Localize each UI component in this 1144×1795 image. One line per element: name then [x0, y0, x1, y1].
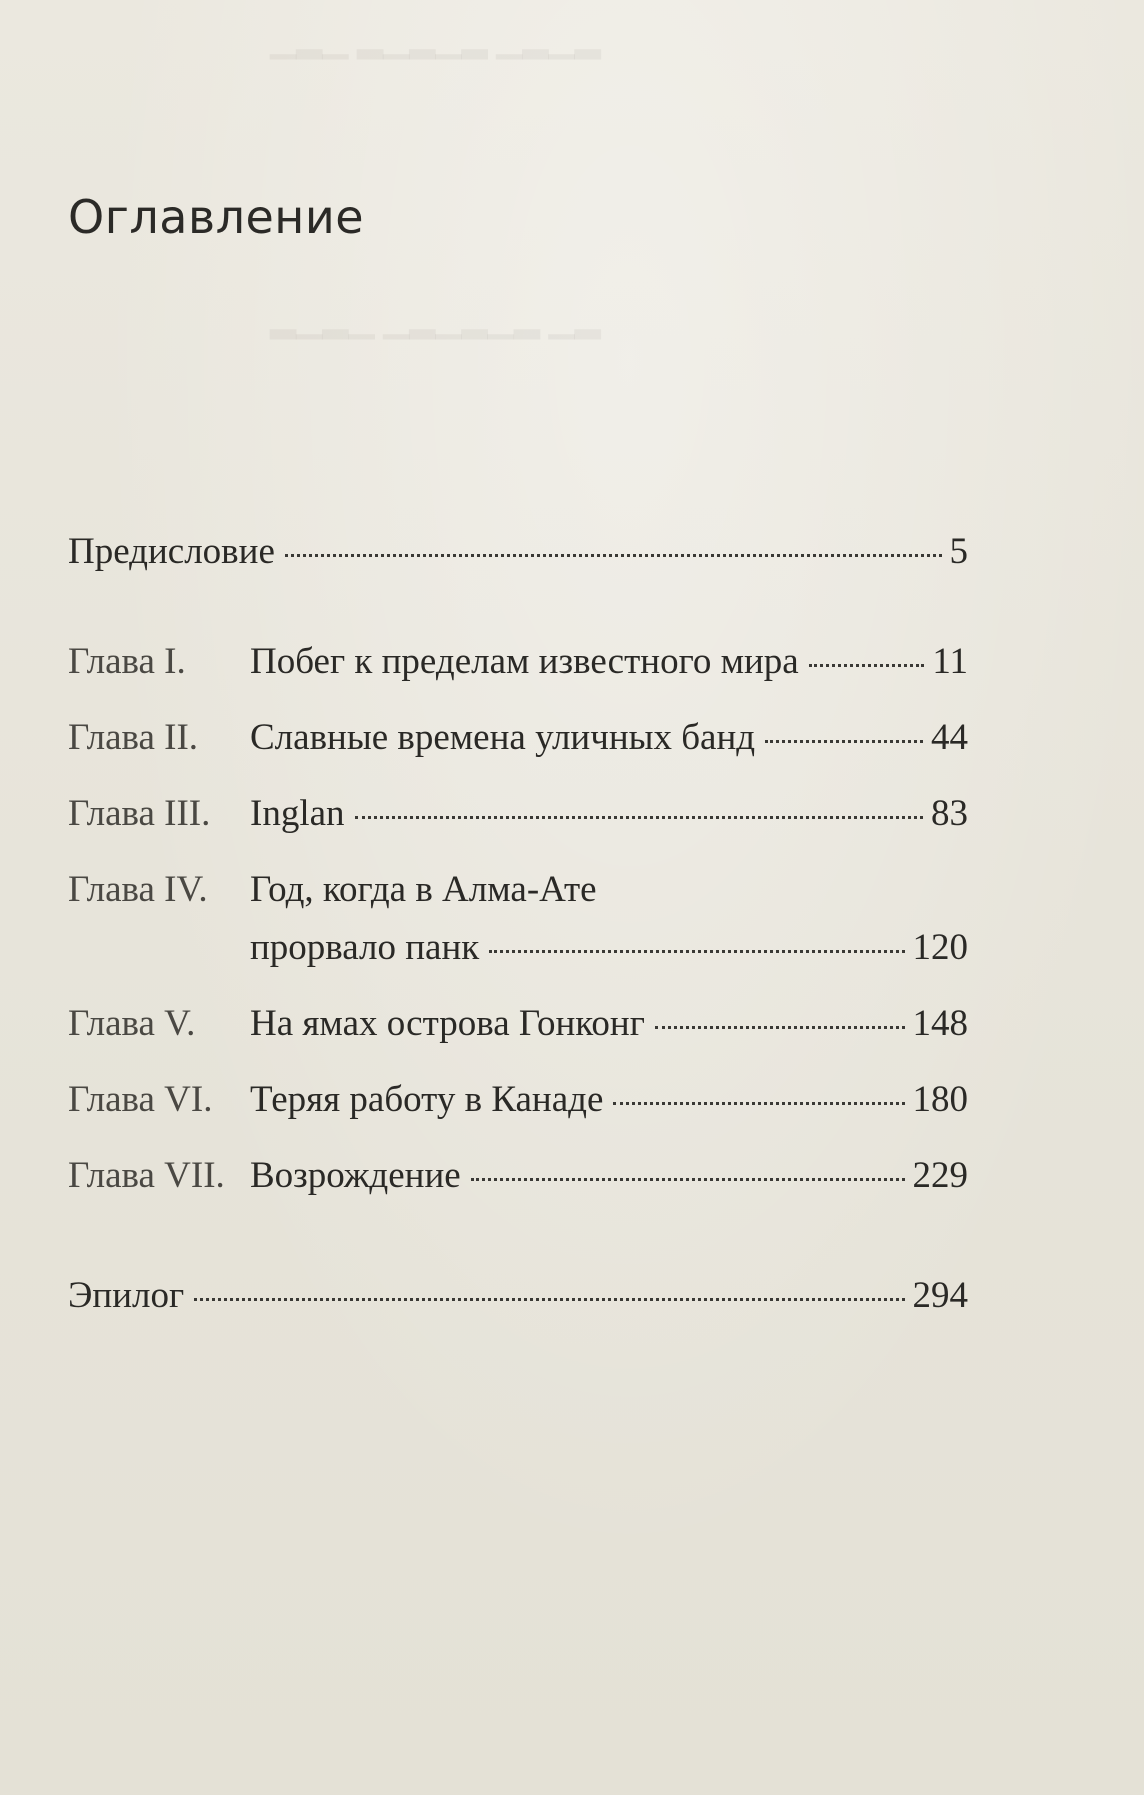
dot-leader	[471, 1178, 905, 1181]
toc-page-number: 148	[912, 1003, 968, 1044]
toc-entry-epilogue	[68, 1274, 968, 1324]
toc-entry-text: Эпилог	[68, 1275, 185, 1316]
dot-leader	[655, 1026, 905, 1029]
toc-entry-text-line-2: прорвало панк	[250, 927, 480, 968]
toc-entry-chapter-3	[68, 792, 968, 842]
toc-entry-text: Побег к пределам известного мира	[250, 641, 799, 682]
toc-page-number: 5	[949, 531, 968, 572]
toc-entry-chapter-1	[68, 640, 968, 690]
chapter-label: Глава V.	[68, 1003, 196, 1044]
dot-leader	[809, 664, 925, 667]
chapter-label: Глава VII.	[68, 1155, 225, 1196]
dot-leader	[613, 1102, 904, 1105]
show-through-texture: ▂▁▂▁ ▁▂▁▂▁▂ ▁▂	[270, 302, 601, 339]
toc-page-number: 44	[931, 717, 968, 758]
dot-leader	[194, 1298, 904, 1301]
chapter-label: Глава IV.	[68, 869, 208, 910]
chapter-label: Глава VI.	[68, 1079, 213, 1120]
toc-entry-text: На ямах острова Гонконг	[250, 1003, 645, 1044]
toc-entry-chapter-5	[68, 1002, 968, 1052]
toc-entry-chapter-7	[68, 1154, 968, 1204]
show-through-texture: ▁▂▁ ▂▁▂▁▂ ▁▂▁▂	[270, 22, 601, 59]
toc-page-number: 83	[931, 793, 968, 834]
toc-entry-chapter-6	[68, 1078, 968, 1128]
chapter-label: Глава II.	[68, 717, 199, 758]
toc-entry-chapter-4	[68, 869, 968, 976]
toc-entry-text: Теряя работу в Канаде	[250, 1079, 604, 1120]
toc-entry-text: Предисловие	[68, 531, 275, 572]
dot-leader	[355, 816, 923, 819]
toc-entry-text: Inglan	[250, 793, 345, 834]
toc-entry-preface	[68, 530, 968, 580]
chapter-label: Глава III.	[68, 793, 211, 834]
toc-entry-text-line-1: Год, когда в Алма-Ате	[250, 869, 597, 910]
toc-entry-text: Славные времена уличных банд	[250, 717, 756, 758]
toc-page-number: 180	[912, 1079, 968, 1120]
toc-page-number: 120	[912, 927, 968, 968]
dot-leader	[285, 554, 942, 557]
chapter-label: Глава I.	[68, 641, 186, 682]
toc-entry-text: Возрождение	[250, 1155, 461, 1196]
page-title: Оглавление	[68, 190, 365, 244]
dot-leader	[489, 950, 904, 953]
toc-entry-chapter-2	[68, 716, 968, 766]
dot-leader	[765, 740, 923, 743]
toc-page-number: 229	[912, 1155, 968, 1196]
toc-page-number: 11	[932, 641, 968, 682]
toc-page-number: 294	[912, 1275, 968, 1316]
